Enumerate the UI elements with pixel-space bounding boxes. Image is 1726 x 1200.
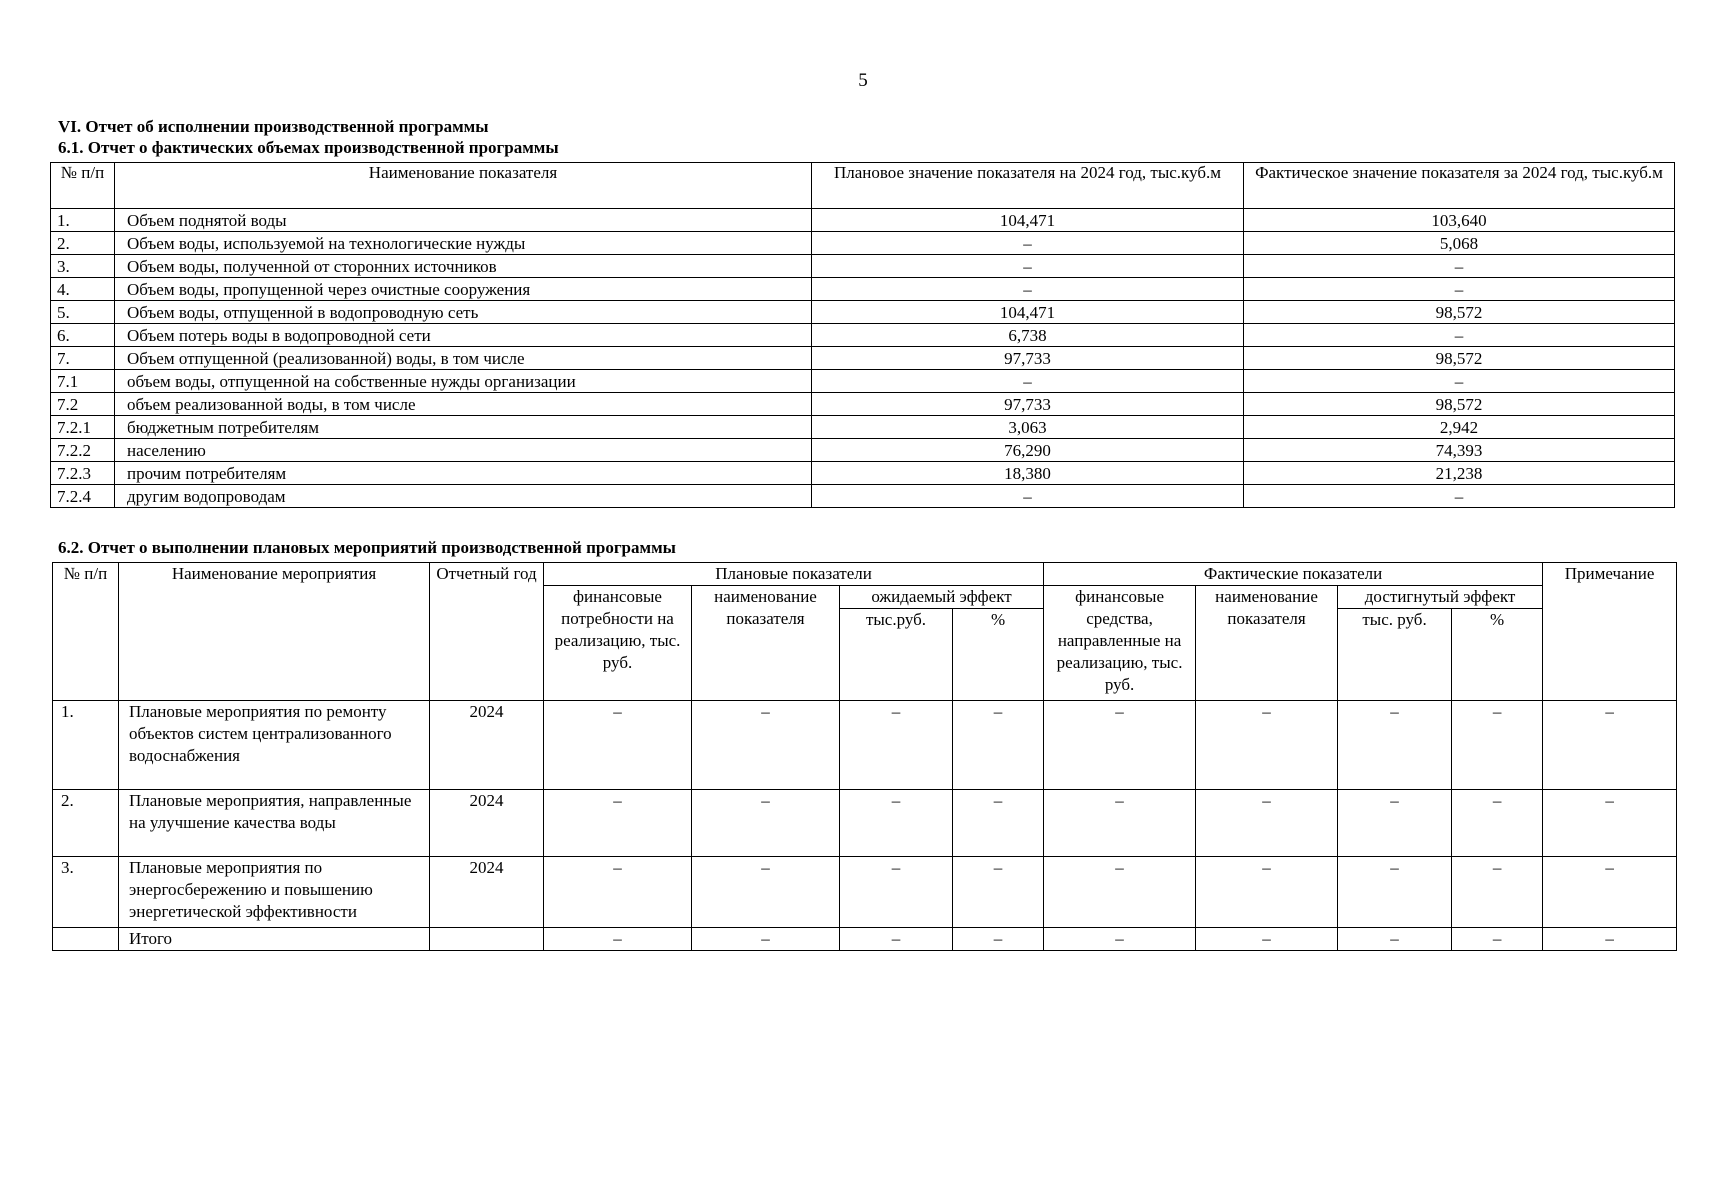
report-year: 2024 xyxy=(430,857,544,928)
col-header-plan-indicator: наименование показателя xyxy=(692,586,840,701)
row-number: 7.1 xyxy=(51,370,115,393)
table-row xyxy=(51,278,1675,301)
table-header-row xyxy=(51,163,1675,209)
plan-value: 18,380 xyxy=(812,462,1244,485)
indicator-name: прочим потребителям xyxy=(115,462,812,485)
col-header-fact-finance: финансовые средства, направленные на реализацию, тыс. руб. xyxy=(1044,586,1196,701)
col-group-fact: Фактические показатели xyxy=(1044,563,1543,586)
col-header-fact-effect-pct: % xyxy=(1452,609,1543,701)
plan-indicator-cell: – xyxy=(692,857,840,928)
indicator-name: другим водопроводам xyxy=(115,485,812,508)
row-number: 1. xyxy=(51,209,115,232)
row-number: 7.2.2 xyxy=(51,439,115,462)
indicator-name: Объем воды, полученной от сторонних источников xyxy=(115,255,812,278)
fact-effect-rub-cell: – xyxy=(1338,701,1452,790)
fact-effect-rub-total: – xyxy=(1338,928,1452,951)
fact-value: 98,572 xyxy=(1244,301,1675,324)
fact-indicator-cell: – xyxy=(1196,701,1338,790)
indicator-name: Объем потерь воды в водопроводной сети xyxy=(115,324,812,347)
plan-value: – xyxy=(812,232,1244,255)
col-header-plan-effect-pct: % xyxy=(953,609,1044,701)
row-number: 7.2 xyxy=(51,393,115,416)
fact-value: 103,640 xyxy=(1244,209,1675,232)
plan-value: – xyxy=(812,255,1244,278)
row-number: 3. xyxy=(53,857,119,928)
plan-effect-pct-total: – xyxy=(953,928,1044,951)
col-header-name: Наименование мероприятия xyxy=(119,563,430,701)
total-year xyxy=(430,928,544,951)
table-row xyxy=(51,393,1675,416)
fact-value: 74,393 xyxy=(1244,439,1675,462)
row-number: 2. xyxy=(53,790,119,857)
fact-effect-pct-cell: – xyxy=(1452,790,1543,857)
row-number: 1. xyxy=(53,701,119,790)
plan-value: 97,733 xyxy=(812,393,1244,416)
plan-value: – xyxy=(812,370,1244,393)
production-volumes-table xyxy=(50,162,1675,508)
indicator-name: Объем поднятой воды xyxy=(115,209,812,232)
col-header-num: № п/п xyxy=(51,163,115,209)
col-header-year: Отчетный год xyxy=(430,563,544,701)
report-year: 2024 xyxy=(430,790,544,857)
col-header-plan: Плановое значение показателя на 2024 год, тыс.куб.м xyxy=(812,163,1244,209)
indicator-name: Объем воды, отпущенной в водопроводную сеть xyxy=(115,301,812,324)
fact-finance-cell: – xyxy=(1044,857,1196,928)
fact-value: 98,572 xyxy=(1244,347,1675,370)
fact-value: – xyxy=(1244,370,1675,393)
plan-effect-pct-cell: – xyxy=(953,790,1044,857)
table-row xyxy=(51,347,1675,370)
indicator-name: Объем воды, пропущенной через очистные сооружения xyxy=(115,278,812,301)
table-row xyxy=(51,370,1675,393)
plan-value: 3,063 xyxy=(812,416,1244,439)
measure-name: Плановые мероприятия по ремонту объектов систем централизованного водоснабжения xyxy=(119,701,430,790)
row-number: 3. xyxy=(51,255,115,278)
plan-value: – xyxy=(812,485,1244,508)
indicator-name: Объем отпущенной (реализованной) воды, в том числе xyxy=(115,347,812,370)
col-header-fact-effect: достигнутый эффект xyxy=(1338,586,1543,609)
table-row xyxy=(53,790,1677,857)
plan-effect-rub-cell: – xyxy=(840,701,953,790)
col-header-plan-effect-rub: тыс.руб. xyxy=(840,609,953,701)
plan-value: 104,471 xyxy=(812,301,1244,324)
plan-finance-cell: – xyxy=(544,790,692,857)
indicator-name: населению xyxy=(115,439,812,462)
col-header-fact: Фактическое значение показателя за 2024 год, тыс.куб.м xyxy=(1244,163,1675,209)
col-header-note: Примечание xyxy=(1543,563,1677,701)
plan-indicator-total: – xyxy=(692,928,840,951)
plan-indicator-cell: – xyxy=(692,790,840,857)
fact-effect-pct-total: – xyxy=(1452,928,1543,951)
row-number: 4. xyxy=(51,278,115,301)
plan-indicator-cell: – xyxy=(692,701,840,790)
table-row xyxy=(51,301,1675,324)
table-row xyxy=(51,324,1675,347)
row-number: 5. xyxy=(51,301,115,324)
plan-effect-pct-cell: – xyxy=(953,857,1044,928)
fact-indicator-total: – xyxy=(1196,928,1338,951)
total-row-number xyxy=(53,928,119,951)
fact-effect-rub-cell: – xyxy=(1338,790,1452,857)
planned-measures-table xyxy=(52,562,1677,951)
row-number: 7.2.1 xyxy=(51,416,115,439)
fact-indicator-cell: – xyxy=(1196,857,1338,928)
fact-value: – xyxy=(1244,485,1675,508)
fact-value: – xyxy=(1244,278,1675,301)
fact-finance-cell: – xyxy=(1044,790,1196,857)
table-header-row xyxy=(53,563,1677,586)
plan-value: 76,290 xyxy=(812,439,1244,462)
plan-effect-rub-cell: – xyxy=(840,790,953,857)
plan-value: 6,738 xyxy=(812,324,1244,347)
indicator-name: Объем воды, используемой на технологические нужды xyxy=(115,232,812,255)
table-row xyxy=(51,439,1675,462)
plan-value: 104,471 xyxy=(812,209,1244,232)
indicator-name: бюджетным потребителям xyxy=(115,416,812,439)
row-number: 7. xyxy=(51,347,115,370)
col-header-plan-effect: ожидаемый эффект xyxy=(840,586,1044,609)
plan-finance-total: – xyxy=(544,928,692,951)
plan-effect-pct-cell: – xyxy=(953,701,1044,790)
plan-value: – xyxy=(812,278,1244,301)
fact-finance-total: – xyxy=(1044,928,1196,951)
table-row xyxy=(51,462,1675,485)
note-cell: – xyxy=(1543,857,1677,928)
indicator-name: объем воды, отпущенной на собственные нужды организации xyxy=(115,370,812,393)
total-row xyxy=(53,928,1677,951)
fact-effect-pct-cell: – xyxy=(1452,857,1543,928)
plan-value: 97,733 xyxy=(812,347,1244,370)
col-header-fact-effect-rub: тыс. руб. xyxy=(1338,609,1452,701)
fact-finance-cell: – xyxy=(1044,701,1196,790)
total-label: Итого xyxy=(119,928,430,951)
table-row xyxy=(51,232,1675,255)
col-header-num: № п/п xyxy=(53,563,119,701)
fact-value: 5,068 xyxy=(1244,232,1675,255)
fact-value: 98,572 xyxy=(1244,393,1675,416)
report-year: 2024 xyxy=(430,701,544,790)
table-row xyxy=(51,485,1675,508)
note-cell: – xyxy=(1543,790,1677,857)
col-header-name: Наименование показателя xyxy=(115,163,812,209)
col-header-plan-finance: финансовые потребности на реализацию, тыс. руб. xyxy=(544,586,692,701)
plan-effect-rub-cell: – xyxy=(840,857,953,928)
row-number: 2. xyxy=(51,232,115,255)
row-number: 7.2.3 xyxy=(51,462,115,485)
fact-value: – xyxy=(1244,324,1675,347)
fact-value: – xyxy=(1244,255,1675,278)
fact-value: 21,238 xyxy=(1244,462,1675,485)
page-number: 5 xyxy=(858,70,868,91)
plan-finance-cell: – xyxy=(544,701,692,790)
subsection-1-title: 6.1. Отчет о фактических объемах производственной программы xyxy=(58,138,559,157)
col-header-fact-indicator: наименование показателя xyxy=(1196,586,1338,701)
col-group-plan: Плановые показатели xyxy=(544,563,1044,586)
table-row xyxy=(53,701,1677,790)
table-row xyxy=(51,255,1675,278)
fact-value: 2,942 xyxy=(1244,416,1675,439)
fact-indicator-cell: – xyxy=(1196,790,1338,857)
fact-effect-rub-cell: – xyxy=(1338,857,1452,928)
plan-finance-cell: – xyxy=(544,857,692,928)
measure-name: Плановые мероприятия, направленные на улучшение качества воды xyxy=(119,790,430,857)
fact-effect-pct-cell: – xyxy=(1452,701,1543,790)
table-row xyxy=(51,416,1675,439)
table-row xyxy=(53,857,1677,928)
row-number: 7.2.4 xyxy=(51,485,115,508)
row-number: 6. xyxy=(51,324,115,347)
indicator-name: объем реализованной воды, в том числе xyxy=(115,393,812,416)
note-total: – xyxy=(1543,928,1677,951)
plan-effect-rub-total: – xyxy=(840,928,953,951)
section-title: VI. Отчет об исполнении производственной программы xyxy=(58,117,489,136)
subsection-2-title: 6.2. Отчет о выполнении плановых мероприятий производственной программы xyxy=(58,538,676,557)
note-cell: – xyxy=(1543,701,1677,790)
table-row xyxy=(51,209,1675,232)
measure-name: Плановые мероприятия по энергосбережению и повышению энергетической эффективности xyxy=(119,857,430,928)
